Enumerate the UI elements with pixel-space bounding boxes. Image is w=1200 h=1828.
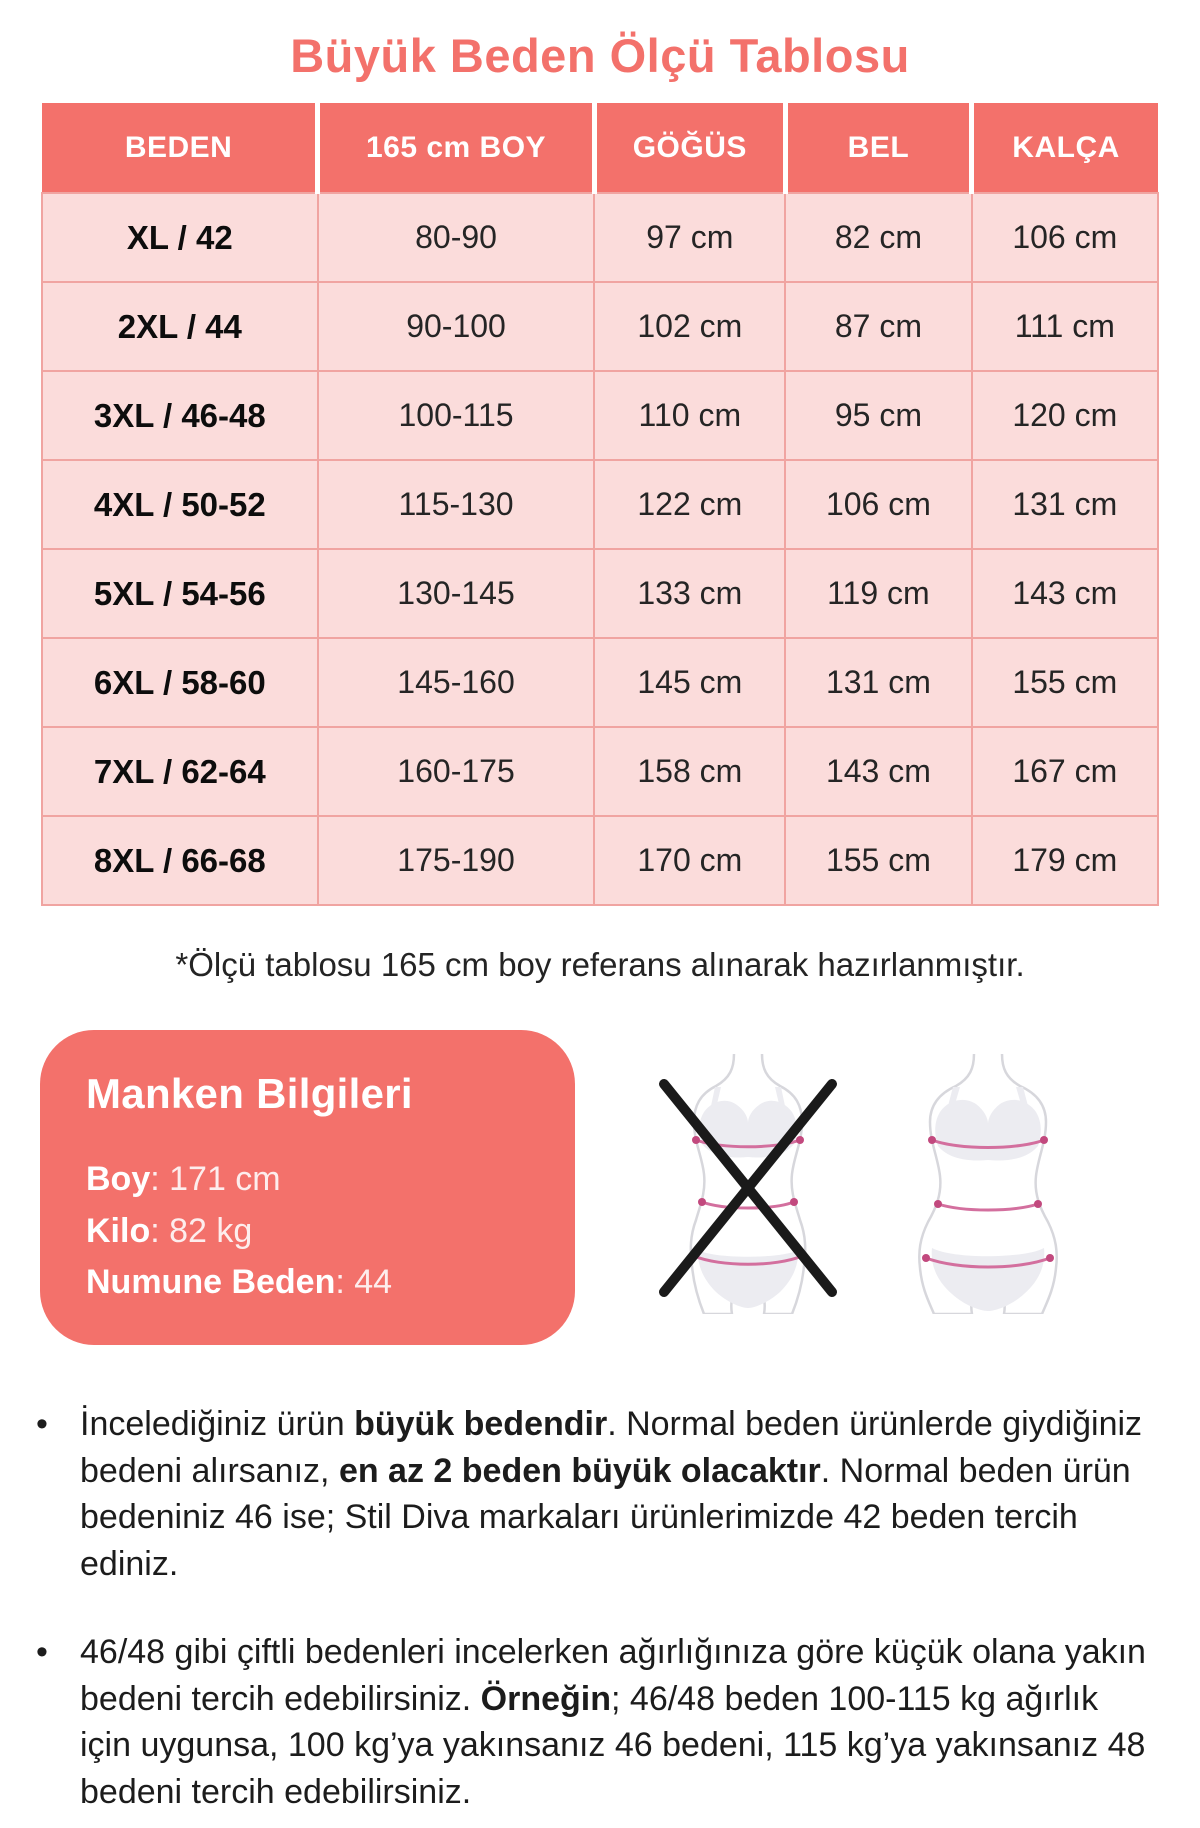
column-header-4: KALÇA <box>972 103 1158 193</box>
measure-cell: 170 cm <box>594 816 785 905</box>
size-guide-page <box>0 28 1200 1816</box>
header-row <box>42 103 1158 193</box>
measure-cell: 119 cm <box>785 549 971 638</box>
note-bold-segment: en az 2 beden büyük olacaktır <box>338 1451 821 1490</box>
measure-cell: 143 cm <box>785 727 971 816</box>
measure-cell: 111 cm <box>972 282 1158 371</box>
measure-cell: 143 cm <box>972 549 1158 638</box>
measure-cell: 167 cm <box>972 727 1158 816</box>
size-cell: 7XL / 62-64 <box>42 727 318 816</box>
crossed-out-slim-body-figure-icon <box>648 1054 848 1314</box>
model-info-heading: Manken Bilgileri <box>86 1070 413 1117</box>
table-row <box>42 371 1158 460</box>
model-info-label: Kilo <box>86 1211 151 1250</box>
measure-cell: 160-175 <box>318 727 595 816</box>
notes-list <box>28 1401 1172 1816</box>
size-cell: 3XL / 46-48 <box>42 371 318 460</box>
measure-cell: 131 cm <box>785 638 971 727</box>
bullet-marker: • <box>36 1405 48 1444</box>
page-title: Büyük Beden Ölçü Tablosu <box>290 29 910 82</box>
note-segment: . Normal beden ürün bedeniniz 46 ise; Stil Diva markaları ürünlerimizde 42 beden tercih ediniz. <box>80 1451 1131 1583</box>
table-row <box>42 549 1158 638</box>
measure-cell: 158 cm <box>594 727 785 816</box>
table-footnote: *Ölçü tablosu 165 cm boy referans alınarak hazırlanmıştır. <box>175 946 1025 983</box>
measure-cell: 95 cm <box>785 371 971 460</box>
note-bold-segment: Örneğin <box>480 1679 612 1718</box>
measure-cell: 145-160 <box>318 638 595 727</box>
measure-cell: 155 cm <box>785 816 971 905</box>
measure-cell: 90-100 <box>318 282 595 371</box>
model-info-card <box>40 1030 575 1345</box>
measure-cell: 110 cm <box>594 371 785 460</box>
size-table-header <box>42 103 1158 193</box>
measure-cell: 80-90 <box>318 193 595 282</box>
model-info-value: : 44 <box>335 1263 393 1302</box>
measure-cell: 130-145 <box>318 549 595 638</box>
measure-cell: 115-130 <box>318 460 595 549</box>
measure-cell: 179 cm <box>972 816 1158 905</box>
size-cell: 6XL / 58-60 <box>42 638 318 727</box>
model-info-label: Boy <box>86 1160 151 1198</box>
column-header-2: GÖĞÜS <box>594 103 785 193</box>
table-row <box>42 193 1158 282</box>
measure-cell: 122 cm <box>594 460 785 549</box>
size-table <box>41 103 1159 906</box>
note-segment: ; 46/48 beden 100-115 kg ağırlık için uygunsa, 100 kg’ya yakınsanız 46 bedeni, 115 kg’ya yakınsanız 48 bedeni tercih edebilirsiniz. <box>80 1679 1146 1812</box>
measure-cell: 133 cm <box>594 549 785 638</box>
model-info-section <box>40 1030 1160 1345</box>
column-header-0: BEDEN <box>42 103 318 193</box>
note-segment: . Normal beden ürünlerde giydiğiniz bedeni alırsanız, <box>80 1405 1143 1490</box>
note-segment: İncelediğiniz ürün <box>80 1405 355 1444</box>
model-info-fields <box>86 1154 529 1309</box>
table-row <box>42 727 1158 816</box>
figure-illustrations <box>575 1030 1160 1314</box>
model-info-field <box>86 1206 529 1258</box>
model-info-label: Numune Beden <box>86 1263 336 1302</box>
measure-cell: 102 cm <box>594 282 785 371</box>
note-item <box>28 1401 1172 1587</box>
column-header-1: 165 cm BOY <box>318 103 595 193</box>
model-info-value: : 82 kg <box>150 1211 253 1250</box>
measure-cell: 106 cm <box>785 460 971 549</box>
note-segment: 46/48 gibi çiftli bedenleri incelerken ağırlığınıza göre küçük olana yakın bedeni tercih edebilirsiniz. <box>80 1633 1146 1718</box>
note-item <box>28 1629 1172 1815</box>
model-info-value: : 171 cm <box>150 1160 281 1198</box>
measure-cell: 145 cm <box>594 638 785 727</box>
measure-cell: 155 cm <box>972 638 1158 727</box>
note-bold-segment: büyük bedendir <box>354 1405 608 1444</box>
measure-cell: 120 cm <box>972 371 1158 460</box>
table-row <box>42 460 1158 549</box>
size-cell: 5XL / 54-56 <box>42 549 318 638</box>
measure-cell: 175-190 <box>318 816 595 905</box>
size-table-body <box>42 193 1158 905</box>
measure-cell: 87 cm <box>785 282 971 371</box>
measure-cell: 100-115 <box>318 371 595 460</box>
size-cell: 8XL / 66-68 <box>42 816 318 905</box>
size-cell: 2XL / 44 <box>42 282 318 371</box>
table-row <box>42 638 1158 727</box>
note-text <box>80 1401 1150 1587</box>
table-row <box>42 282 1158 371</box>
measure-cell: 82 cm <box>785 193 971 282</box>
measure-cell: 97 cm <box>594 193 785 282</box>
measure-cell: 106 cm <box>972 193 1158 282</box>
model-info-field <box>86 1257 529 1309</box>
column-header-3: BEL <box>785 103 971 193</box>
measure-cell: 131 cm <box>972 460 1158 549</box>
size-cell: 4XL / 50-52 <box>42 460 318 549</box>
bullet-marker: • <box>36 1633 48 1672</box>
model-info-field <box>86 1154 529 1206</box>
table-row <box>42 816 1158 905</box>
size-cell: XL / 42 <box>42 193 318 282</box>
plus-size-body-figure-measurement-icon <box>888 1054 1088 1314</box>
note-text <box>80 1629 1150 1815</box>
